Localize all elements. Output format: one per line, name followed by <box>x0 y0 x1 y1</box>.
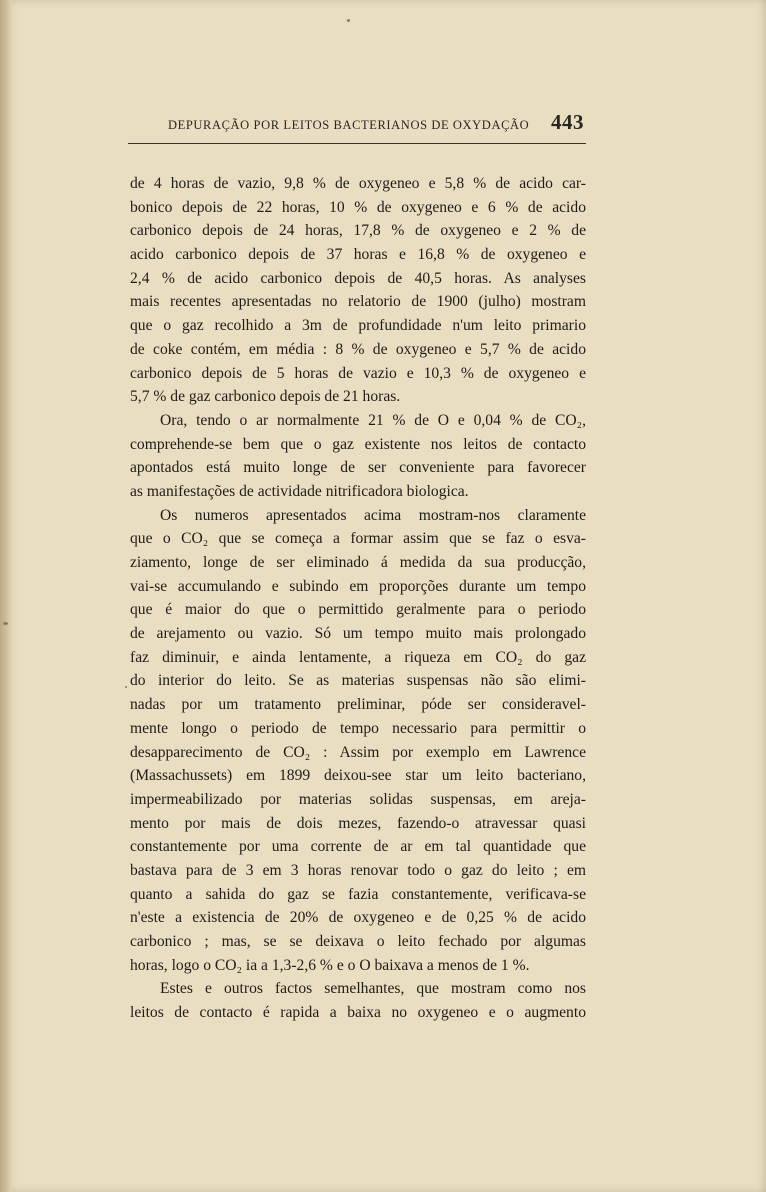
text-line: as manifestações de actividade nitrificadora biologica. <box>130 482 469 500</box>
text-line: leitos de contacto é rapida a baixa no oxygeneo e o augmento <box>130 1004 586 1022</box>
text-line: horas, logo o CO₂ ia a 1,3-2,6 % e o O baixava a menos de 1 %. <box>130 956 530 974</box>
text-line: do interior do leito. Se as materias suspensas não são elimi- <box>130 672 586 690</box>
text-line: acido carbonico depois de 37 horas e 16,8 % de oxygeneo e <box>130 246 586 264</box>
paragraph <box>130 409 586 504</box>
text-line: (Massachussets) em 1899 deixou-see star um leito bacteriano, <box>130 767 586 785</box>
page-gutter-shadow <box>0 0 12 1192</box>
text-line: quanto a sahida do gaz se fazia constantemente, verificava-se <box>130 885 586 903</box>
text-line: carbonico depois de 5 horas de vazio e 10,3 % de oxygeneo e <box>130 364 586 382</box>
text-line: Ora, tendo o ar normalmente 21 % de O e 0,04 % de CO₂, <box>160 411 586 429</box>
text-line: desapparecimento de CO₂ : Assim por exemplo em Lawrence <box>130 743 586 761</box>
paper-speck <box>125 686 127 688</box>
text-line: impermeabilizado por materias solidas suspensas, em areja- <box>130 790 586 808</box>
text-line: mente longo o periodo de tempo necessario para permittir o <box>130 719 586 737</box>
paper-speck <box>347 19 350 22</box>
text-line: que o gaz recolhido a 3m de profundidade n'um leito primario <box>130 317 586 335</box>
text-line: ziamento, longe de ser eliminado á medida da sua producção, <box>130 554 586 571</box>
page-header <box>168 110 588 140</box>
body-text <box>130 172 586 1025</box>
text-line: 5,7 % de gaz carbonico depois de 21 horas. <box>130 388 401 406</box>
text-line: comprehende-se bem que o gaz existente nos leitos de contacto <box>130 435 586 453</box>
text-line: que o CO₂ que se começa a formar assim que se faz o esva- <box>130 530 586 548</box>
text-line: vai-se accumulando e subindo em proporções durante um tempo <box>130 577 586 595</box>
text-line: n'este a existencia de 20% de oxygeneo e de 0,25 % de acido <box>130 909 586 927</box>
text-line: bastava para de 3 em 3 horas renovar todo o gaz do leito ; em <box>130 861 586 879</box>
text-line: Estes e outros factos semelhantes, que mostram como nos <box>160 980 586 998</box>
text-line: que é maior do que o permittido geralmente para o periodo <box>130 601 586 619</box>
text-line: de coke contém, em média : 8 % de oxygeneo e 5,7 % de acido <box>130 340 586 358</box>
header-rule <box>128 143 586 144</box>
paragraph <box>130 504 586 978</box>
page-number: 443 <box>551 110 584 134</box>
text-line: bonico depois de 22 horas, 10 % de oxygeneo e 6 % de acido <box>130 198 586 216</box>
text-line: apontados está muito longe de ser conveniente para favorecer <box>130 459 586 477</box>
paragraph <box>130 172 586 409</box>
text-line: Os numeros apresentados acima mostram-nos claramente <box>160 506 586 524</box>
text-line: mento por mais de dois mezes, fazendo-o atravessar quasi <box>130 814 586 832</box>
text-line: nadas por um tratamento preliminar, póde ser consideravel- <box>130 696 586 714</box>
text-line: mais recentes apresentadas no relatorio de 1900 (julho) mostram <box>130 293 586 311</box>
running-head: DEPURAÇÃO POR LEITOS BACTERIANOS DE OXYDAÇÃO <box>168 118 530 132</box>
paragraph <box>130 977 586 1024</box>
text-line: de arejamento ou vazio. Só um tempo muito mais prolongado <box>130 625 586 643</box>
text-line: de 4 horas de vazio, 9,8 % de oxygeneo e 5,8 % de acido car- <box>130 175 586 192</box>
text-line: constantemente por uma corrente de ar em tal quantidade que <box>130 838 586 856</box>
text-line: carbonico ; mas, se se deixava o leito fechado por algumas <box>130 933 586 950</box>
text-line: 2,4 % de acido carbonico depois de 40,5 horas. As analyses <box>130 269 586 287</box>
text-line: faz diminuir, e ainda lentamente, a riqueza em CO₂ do gaz <box>130 648 586 666</box>
paper-speck <box>3 622 8 625</box>
text-line: carbonico depois de 24 horas, 17,8 % de oxygeneo e 2 % de <box>130 222 586 240</box>
